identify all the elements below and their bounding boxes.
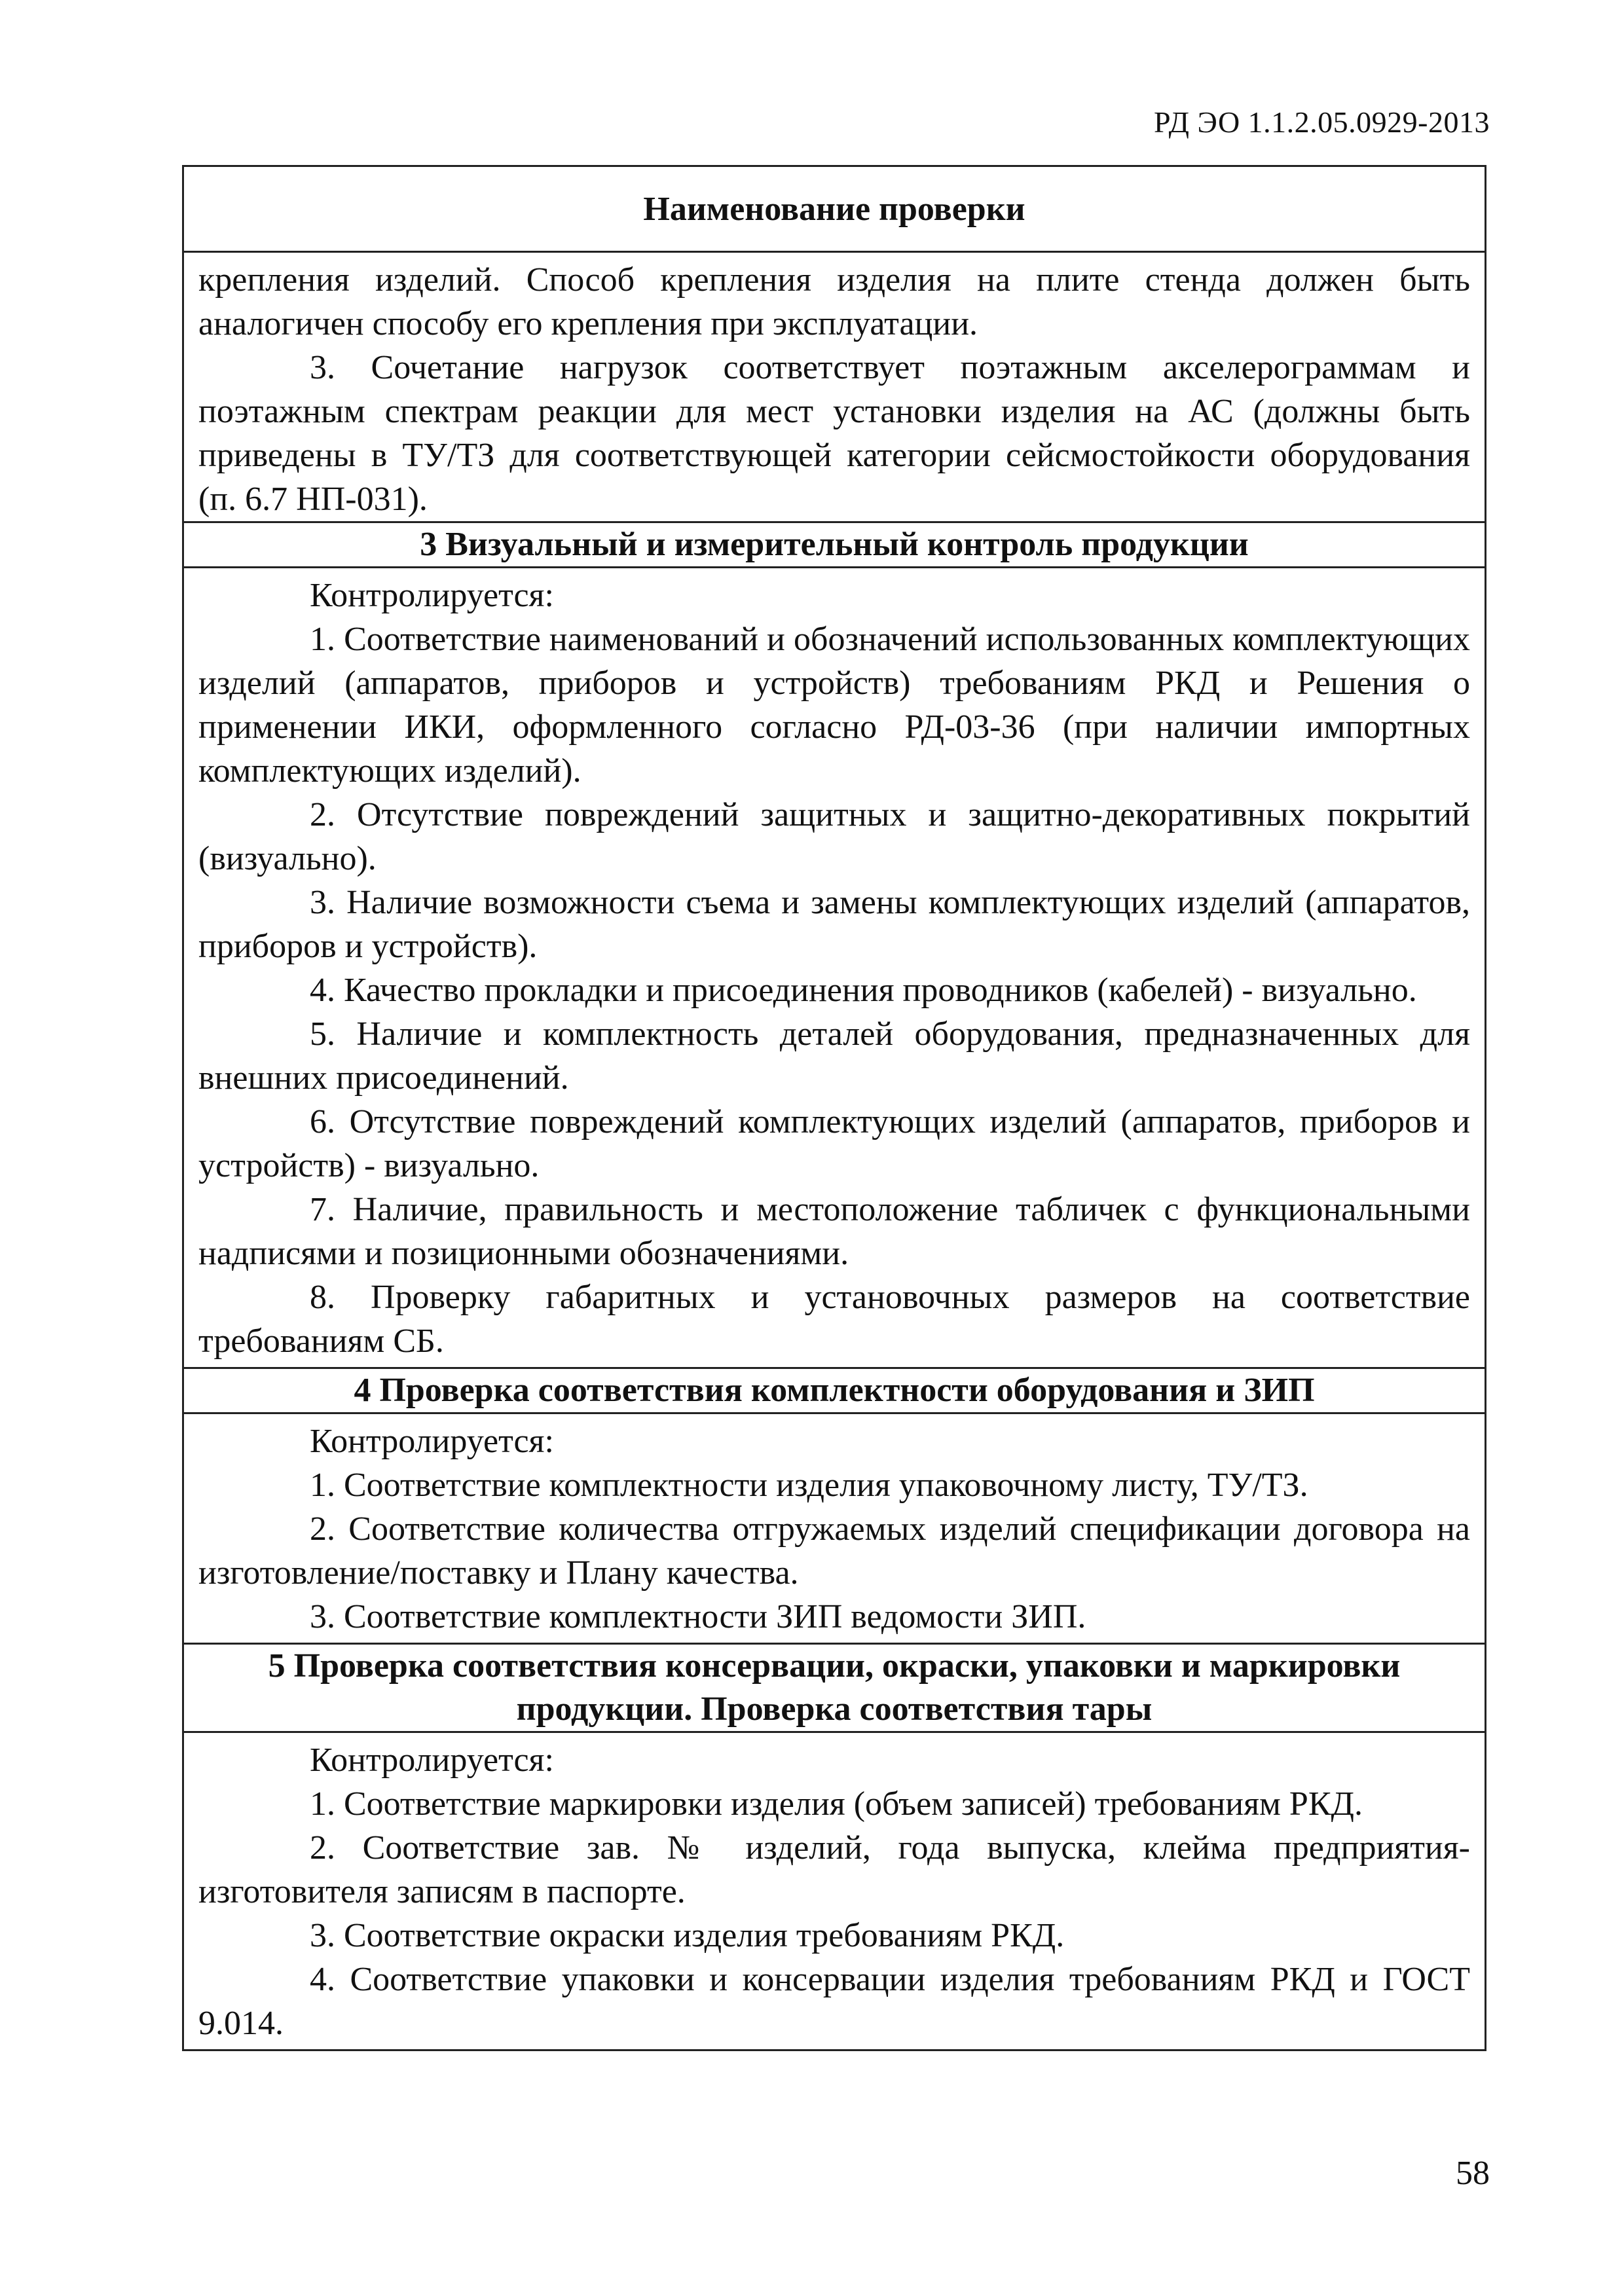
list-item: 1. Соответствие наименований и обозначений использованных комплектующих изделий (аппаратов, приборов и устройств) требованиям РКД и Решения о применении ИКИ, оформленного согласно РД-03-36 (при наличии импортных комплектующих изделий). bbox=[198, 621, 1470, 790]
list-item: 3. Соответствие окраски изделия требованиям РКД. bbox=[310, 1917, 1065, 1954]
list-item: 1. Соответствие комплектности изделия упаковочному листу, ТУ/ТЗ. bbox=[310, 1467, 1308, 1504]
section-5-title: 5 Проверка соответствия консервации, окраски, упаковки и маркировки продукции. Проверка соответствия тары bbox=[184, 1643, 1485, 1733]
column-header: Наименование проверки bbox=[184, 167, 1485, 253]
list-item: 2. Отсутствие повреждений защитных и защитно-декоративных покрытий (визуально). bbox=[198, 796, 1470, 877]
list-item: 4. Соответствие упаковки и консервации изделия требованиям РКД и ГОСТ 9.014. bbox=[198, 1961, 1470, 2042]
list-item: 5. Наличие и комплектность деталей оборудования, предназначенных для внешних присоединений. bbox=[198, 1015, 1470, 1097]
section-5-intro: Контролируется: bbox=[310, 1741, 554, 1779]
list-item: 1. Соответствие маркировки изделия (объем записей) требованиям РКД. bbox=[310, 1785, 1363, 1823]
section-5-body bbox=[184, 1733, 1485, 2049]
continuation-item-3: 3. Сочетание нагрузок соответствует поэтажным акселерограммам и поэтажным спектрам реакции для мест установки изделия на АС (должны быть приведены в ТУ/ТЗ для соответствующей категории сейсмостойкости оборудования (п. 6.7 НП-031). bbox=[198, 349, 1470, 518]
continuation-cell bbox=[184, 253, 1485, 521]
checks-table bbox=[182, 165, 1486, 2051]
list-item: 2. Соответствие количества отгружаемых изделий спецификации договора на изготовление/поставку и Плану качества. bbox=[198, 1510, 1470, 1592]
list-item: 2. Соответствие зав. № изделий, года выпуска, клейма предприятия-изготовителя записям в паспорте. bbox=[198, 1829, 1470, 1910]
list-item: 3. Соответствие комплектности ЗИП ведомости ЗИП. bbox=[310, 1598, 1086, 1635]
continuation-paragraph: крепления изделий. Способ крепления изделия на плите стенда должен быть аналогичен способу его крепления при эксплуатации. bbox=[198, 261, 1470, 342]
page-number: 58 bbox=[1456, 2155, 1490, 2192]
section-3-intro: Контролируется: bbox=[310, 577, 554, 614]
section-3-body bbox=[184, 568, 1485, 1367]
section-4-body bbox=[184, 1414, 1485, 1643]
section-4-title: 4 Проверка соответствия комплектности оборудования и ЗИП bbox=[184, 1367, 1485, 1414]
list-item: 6. Отсутствие повреждений комплектующих изделий (аппаратов, приборов и устройств) - визуально. bbox=[198, 1103, 1470, 1184]
list-item: 7. Наличие, правильность и местоположение табличек с функциональными надписями и позиционными обозначениями. bbox=[198, 1191, 1470, 1272]
section-4-intro: Контролируется: bbox=[310, 1423, 554, 1460]
document-code: РД ЭО 1.1.2.05.0929-2013 bbox=[1154, 105, 1490, 139]
list-item: 4. Качество прокладки и присоединения проводников (кабелей) - визуально. bbox=[310, 972, 1417, 1009]
section-3-title: 3 Визуальный и измерительный контроль продукции bbox=[184, 521, 1485, 568]
list-item: 8. Проверку габаритных и установочных размеров на соответствие требованиям СБ. bbox=[198, 1279, 1470, 1360]
list-item: 3. Наличие возможности съема и замены комплектующих изделий (аппаратов, приборов и устройств). bbox=[198, 884, 1470, 965]
